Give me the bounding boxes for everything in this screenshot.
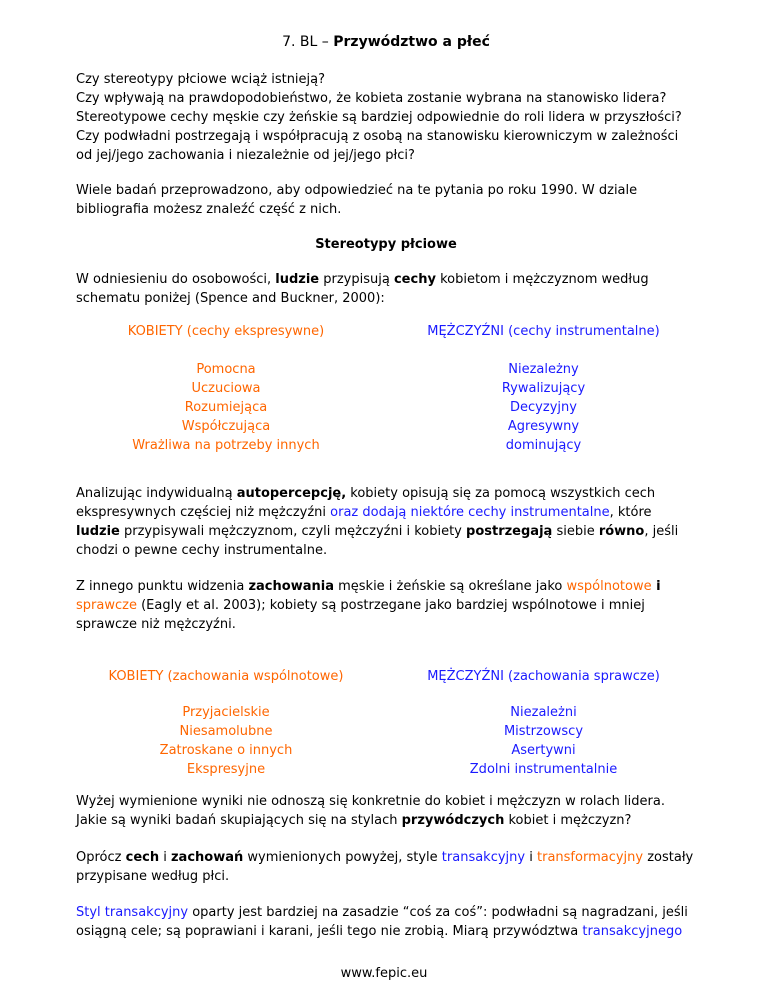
men-traits-list <box>391 360 696 455</box>
list-item: Rywalizujący <box>501 381 586 396</box>
list-item: Niezależny <box>508 362 579 377</box>
paragraph-behaviors: Z innego punktu widzenia zachowania męskie i żeńskie są określane jako wspólnotowe i sprawcze (Eagly et al. 2003); kobiety są postrzegane jako bardziej wspólnotowe i mniej sprawcze niż mężczyźni. <box>76 579 661 632</box>
paragraph-leadership-styles: Wyżej wymienione wyniki nie odnoszą się konkretnie do kobiet i mężczyzn w rolach lidera. Jakie są wyniki badań skupiających się na stylach przywódczych kobiet i mężczyzn? <box>76 794 665 828</box>
intro-paragraph: Wiele badań przeprowadzono, aby odpowiedzieć na te pytania po roku 1990. W dziale bibliografia możesz znaleźć część z nich. <box>76 183 638 217</box>
title-bold: Przywództwo a płeć <box>333 34 490 50</box>
list-item: Uczuciowa <box>191 381 261 396</box>
question-line: Stereotypowe cechy męskie czy żeńskie są bardziej odpowiednie do roli lidera w przyszłości? <box>76 110 682 125</box>
list-item: Rozumiejąca <box>184 400 268 415</box>
list-item: Przyjacielskie <box>182 705 270 720</box>
paragraph-transactional: Styl transakcyjny oparty jest bardziej na zasadzie “coś za coś”: podwładni są nagradzani, jeśli osiągną cele; są poprawiani i karani, jeśli tego nie zrobią. Miarą przywództwa transakcyjnego <box>76 905 688 939</box>
list-item: Zdolni instrumentalnie <box>469 762 618 777</box>
question-line: Czy wpływają na prawdopodobieństwo, że kobieta zostanie wybrana na stanowisko lidera? <box>76 91 667 106</box>
questions-block <box>76 70 696 165</box>
paragraph-traits-intro: W odniesieniu do osobowości, ludzie przypisują cechy kobietom i mężczyznom według schematu poniżej (Spence and Buckner, 2000): <box>76 272 649 306</box>
list-item: dominujący <box>505 438 582 453</box>
list-item: Zatroskane o innych <box>159 743 293 758</box>
section-heading: Stereotypy płciowe <box>315 237 457 252</box>
list-item: Pomocna <box>196 362 256 377</box>
women-behaviors-header: KOBIETY (zachowania wspólnotowe) <box>108 669 344 684</box>
page-title: 7. BL – Przywództwo a płeć <box>282 34 490 50</box>
list-item: Mistrzowscy <box>503 724 584 739</box>
women-traits-list <box>76 360 376 455</box>
men-traits-header: MĘŻCZYŹNI (cechy instrumentalne) <box>427 324 660 339</box>
women-traits-header: KOBIETY (cechy ekspresywne) <box>127 324 325 339</box>
paragraph-autoperception: Analizując indywidualną autopercepcję, kobiety opisują się za pomocą wszystkich cech ekspresywnych częściej niż mężczyźni oraz dodają niektóre cechy instrumentalne, które ludzie przypisywali mężczyznom, czyli mężczyźni i kobiety postrzegają siebie równo, jeśli chodzi o pewne cechy instrumentalne. <box>76 486 679 558</box>
list-item: Niesamolubne <box>179 724 273 739</box>
question-line: Czy podwładni postrzegają i współpracują z osobą na stanowisku kierowniczym w zależności od jej/jego zachowania i niezależnie od jej/jego płci? <box>76 129 679 163</box>
footer-url: www.fepic.eu <box>340 966 428 981</box>
men-behaviors-list <box>391 703 696 779</box>
list-item: Ekspresyjne <box>186 762 266 777</box>
question-line: Czy stereotypy płciowe wciąż istnieją? <box>76 72 326 87</box>
list-item: Agresywny <box>507 419 580 434</box>
list-item: Niezależni <box>510 705 577 720</box>
men-behaviors-header: MĘŻCZYŹNI (zachowania sprawcze) <box>427 669 660 684</box>
list-item: Asertywni <box>511 743 576 758</box>
list-item: Współczująca <box>181 419 271 434</box>
paragraph-style-assignment: Oprócz cech i zachowań wymienionych powyżej, style transakcyjny i transformacyjny zostały przypisane według płci. <box>76 850 694 884</box>
list-item: Decyzyjny <box>510 400 577 415</box>
women-behaviors-list <box>76 703 376 779</box>
list-item: Wrażliwa na potrzeby innych <box>132 438 320 453</box>
